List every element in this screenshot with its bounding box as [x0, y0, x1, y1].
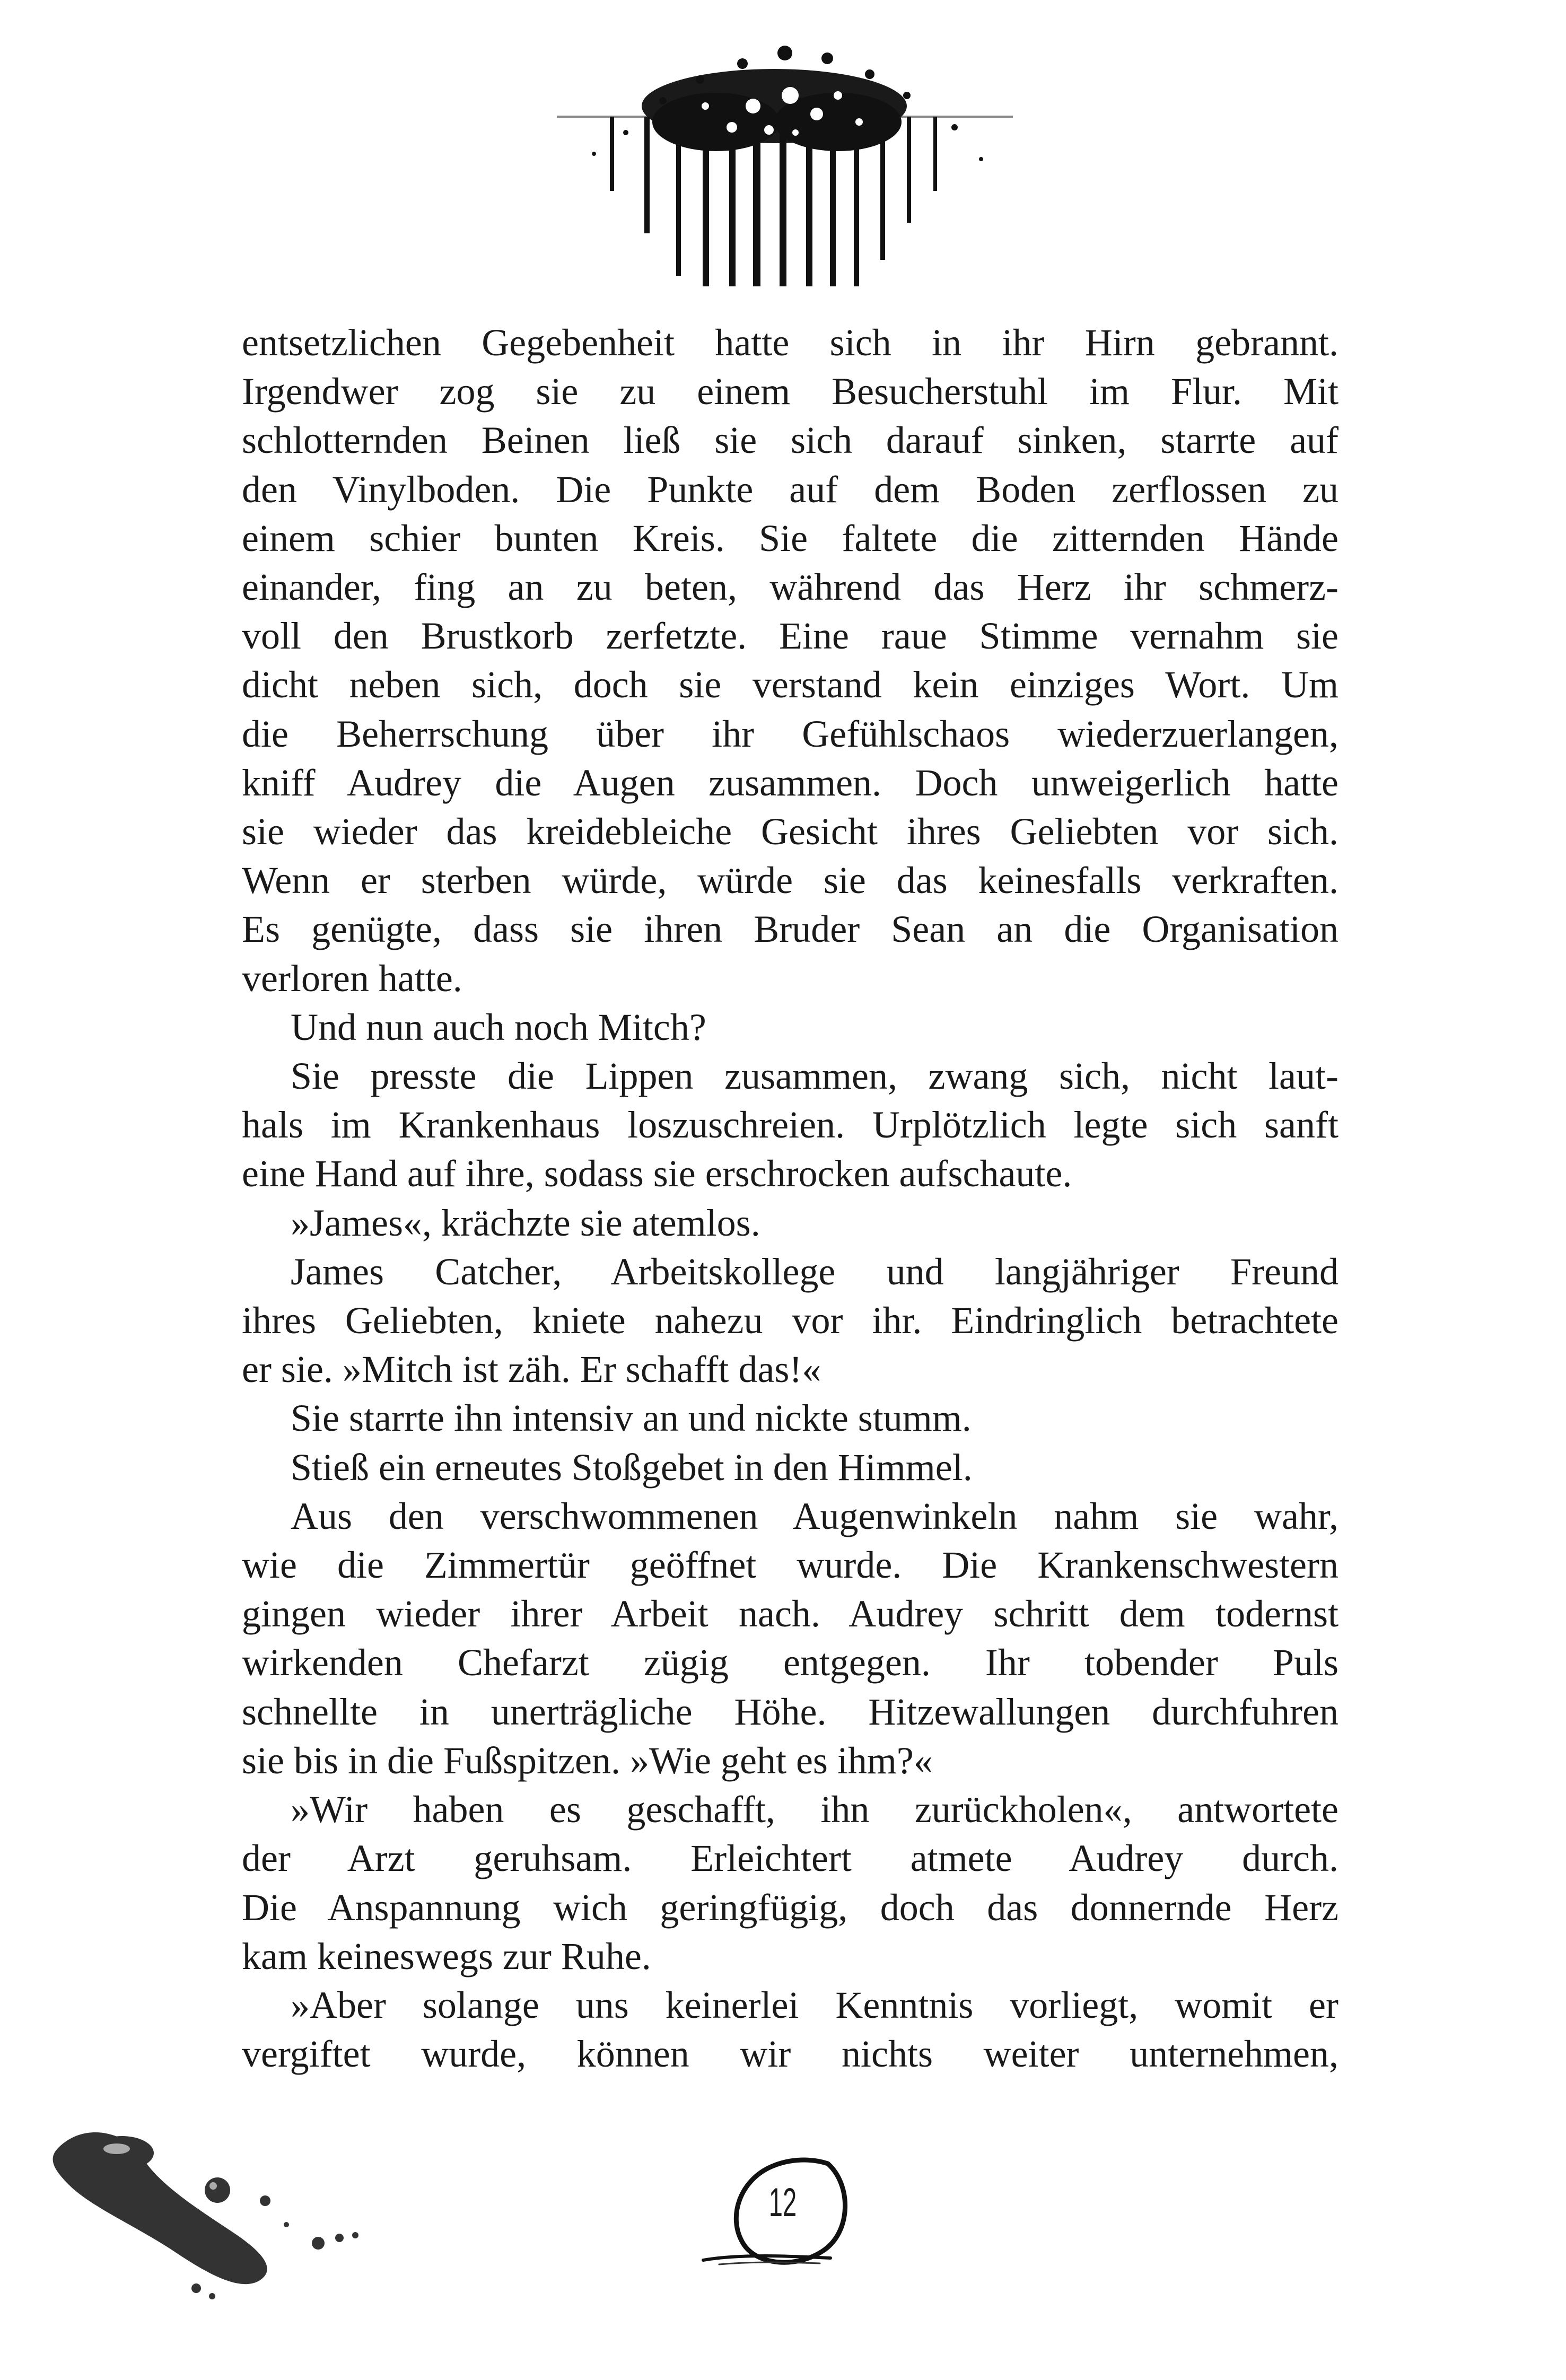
paragraph-2: Und nun auch noch Mitch?: [291, 1005, 706, 1048]
text-line: sie wieder das kreidebleiche Gesicht ihres Geliebten vor sich.: [242, 810, 1338, 853]
text-line: »Wir haben es geschafft, ihn zurückholen«, antwortete: [291, 1788, 1338, 1831]
text-line: einander, fing an zu beten, während das Herz ihr schmerz-: [242, 566, 1338, 609]
paragraph-8: [242, 1492, 1338, 1785]
text-line: voll den Brustkorb zerfetzte. Eine raue Stimme vernahm sie: [242, 615, 1338, 658]
page-number: 12: [768, 2180, 797, 2225]
text-line-last: verloren hatte.: [242, 957, 462, 1000]
text-line: gingen wieder ihrer Arbeit nach. Audrey schritt dem todernst: [242, 1592, 1338, 1635]
text-line: dicht neben sich, doch sie verstand kein einziges Wort. Um: [242, 663, 1338, 706]
text-line: einem schier bunten Kreis. Sie faltete die zitternden Hände: [242, 517, 1338, 559]
text-line-last: eine Hand auf ihre, sodass sie erschrocken aufschaute.: [242, 1152, 1072, 1195]
text-line: Es genügte, dass sie ihren Bruder Sean an die Organisation: [242, 908, 1338, 951]
text-line: Irgendwer zog sie zu einem Besucherstuhl im Flur. Mit: [242, 370, 1338, 413]
paragraph-3: [242, 1052, 1338, 1198]
text-line: die Beherrschung über ihr Gefühlschaos wiederzuerlangen,: [242, 712, 1338, 755]
text-line-last: sie bis in die Fußspitzen. »Wie geht es ihm?«: [242, 1739, 933, 1782]
text-line: ihres Geliebten, kniete nahezu vor ihr. Eindringlich betrachtete: [242, 1299, 1338, 1342]
text-line: entsetzlichen Gegebenheit hatte sich in ihr Hirn gebrannt.: [242, 321, 1338, 364]
paragraph-6: Sie starrte ihn intensiv an und nickte stumm.: [291, 1397, 972, 1440]
paragraph-5: [242, 1247, 1338, 1394]
body-text: [242, 318, 1338, 2078]
paragraph-7: Stieß ein erneutes Stoßgebet in den Himmel.: [291, 1446, 973, 1489]
paragraph-4: »James«, krächzte sie atemlos.: [291, 1201, 760, 1244]
text-line: wie die Zimmertür geöffnet wurde. Die Krankenschwestern: [242, 1544, 1338, 1587]
text-line: vergiftet wurde, können wir nichts weiter unternehmen,: [242, 2033, 1338, 2076]
text-line: hals im Krankenhaus loszuschreien. Urplötzlich legte sich sanft: [242, 1104, 1338, 1147]
text-line-last: er sie. »Mitch ist zäh. Er schafft das!«: [242, 1348, 821, 1391]
ink-splash-icon: [42, 2111, 371, 2323]
text-line: »Aber solange uns keinerlei Kenntnis vorliegt, womit er: [291, 1983, 1338, 2026]
text-line: wirkenden Chefarzt zügig entgegen. Ihr tobender Puls: [242, 1641, 1338, 1684]
text-line: Aus den verschwommenen Augenwinkeln nahm sie wahr,: [291, 1494, 1338, 1537]
text-line: Wenn er sterben würde, würde sie das keinesfalls verkraften.: [242, 859, 1338, 902]
text-line: James Catcher, Arbeitskollege und langjähriger Freund: [291, 1250, 1338, 1293]
paragraph-1: [242, 318, 1338, 1003]
text-line: kniff Audrey die Augen zusammen. Doch unweigerlich hatte: [242, 761, 1338, 804]
text-line: schnellte in unerträgliche Höhe. Hitzewallungen durchfuhren: [242, 1690, 1338, 1733]
paragraph-10: [242, 1981, 1338, 2078]
text-line: den Vinylboden. Die Punkte auf dem Boden zerflossen zu: [242, 468, 1338, 511]
text-line: der Arzt geruhsam. Erleichtert atmete Audrey durch.: [242, 1837, 1338, 1880]
page-number-badge: [698, 2142, 868, 2280]
text-line: Die Anspannung wich geringfügig, doch das donnernde Herz: [242, 1886, 1338, 1929]
text-line: Sie presste die Lippen zusammen, zwang sich, nicht laut-: [291, 1055, 1338, 1098]
text-line: schlotternden Beinen ließ sie sich darauf sinken, starrte auf: [242, 419, 1338, 462]
text-line-last: kam keineswegs zur Ruhe.: [242, 1935, 651, 1978]
ink-splatter-drip-icon: [541, 21, 1029, 286]
paragraph-9: [242, 1785, 1338, 1981]
